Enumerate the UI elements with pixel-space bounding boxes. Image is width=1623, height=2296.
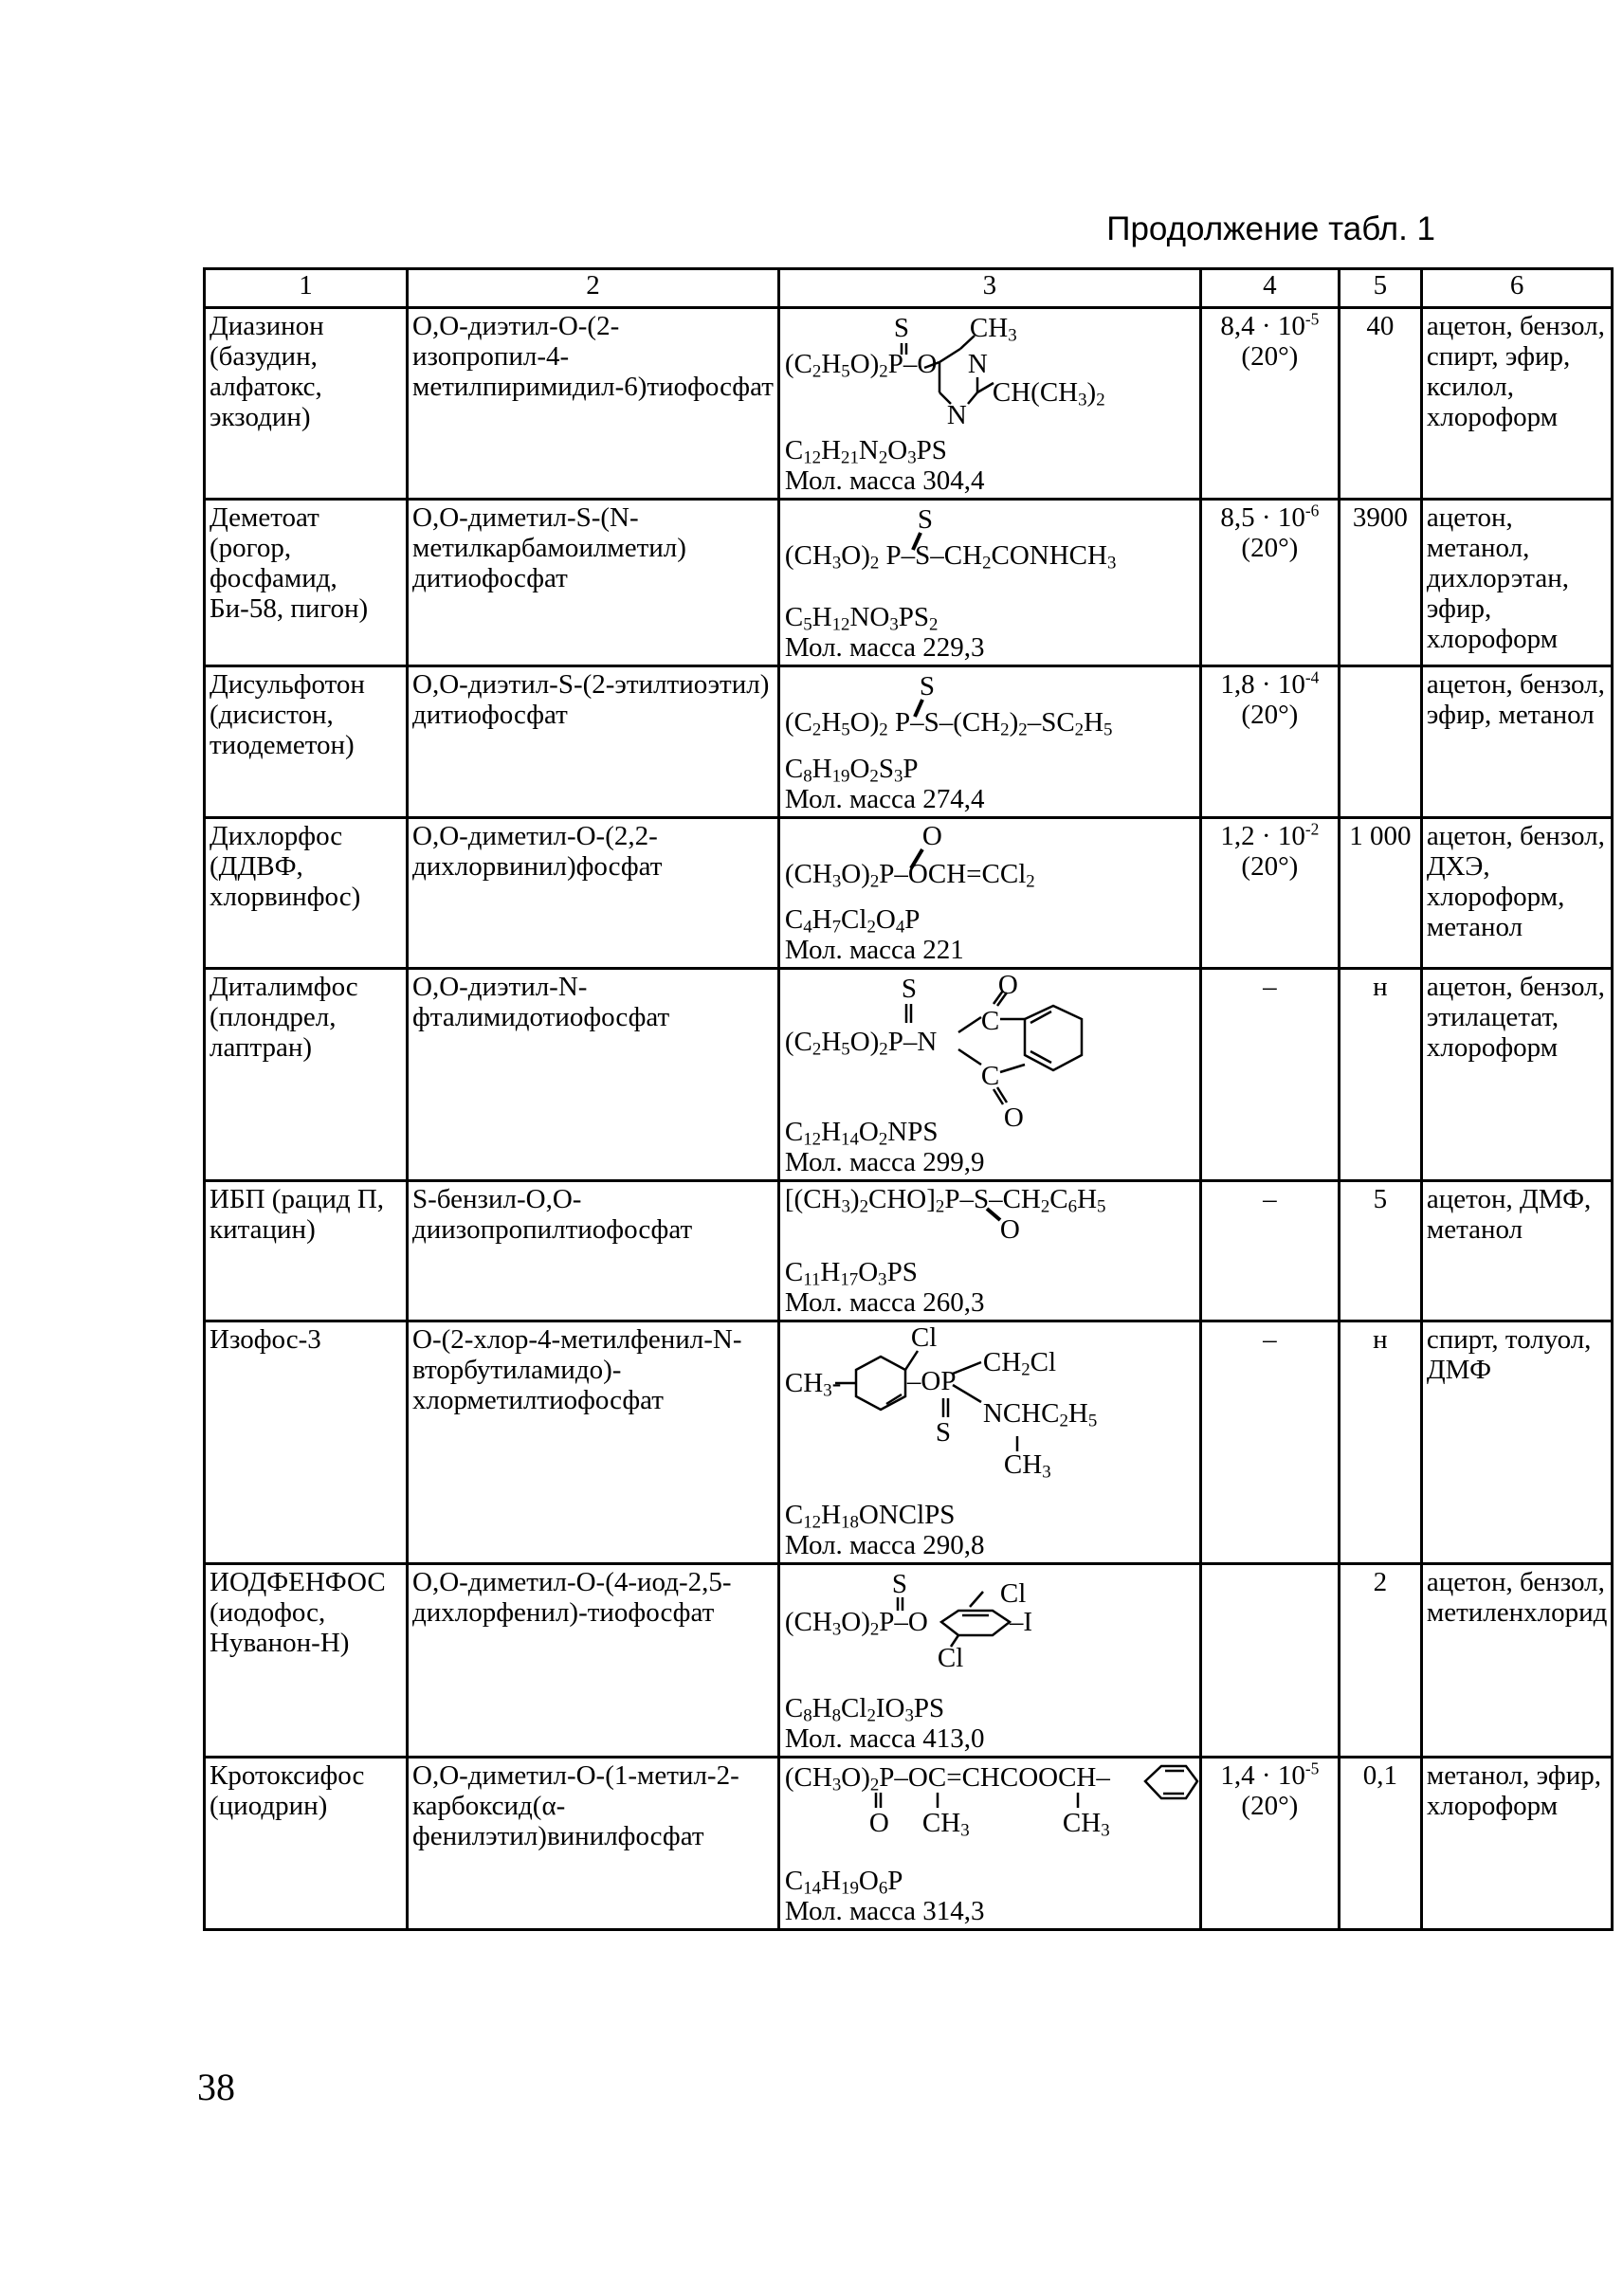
pesticide-table [203,267,1614,1931]
molecular-formula: $C_{12}H_{14}O_2NPS$ [784,1117,939,1150]
header-cell: 1 [205,269,408,308]
table-row [205,818,1613,969]
column-5-value: н [1339,1321,1421,1564]
oxygen-atom: O [1003,1102,1024,1133]
molecular-mass: Мол. масса 274,4 [784,784,985,814]
column-5-value: 5 [1339,1181,1421,1321]
column-5-value: 1 000 [1339,818,1421,969]
oxygen-atom: O [997,970,1018,1000]
isopropyl-group: $CH(CH_3)_2$ [992,377,1105,410]
vp-value: 1,8 · 10 [1220,669,1305,700]
table-row [205,500,1613,666]
solvents: ацетон, метанол, дихлорэтан, эфир, хлороформ [1421,500,1613,666]
vp-exponent: -4 [1304,667,1320,687]
methyl-group: $CH_3$ [969,313,1017,346]
molecular-mass: Мол. масса 413,0 [784,1723,985,1754]
sulfur-atom: S [917,504,934,535]
solvents: ацетон, бензол, метиленхлорид [1421,1564,1613,1758]
structure-main: $[(CH_3)_2CHO]_2P-S-CH_2C_6H_5$ [784,1184,1106,1217]
oxygen-atom: O [868,1808,889,1838]
structure-main: $(C_2H_5O)_2P-O$ [784,349,938,382]
structure-cell [778,1321,1200,1564]
carbon-atom: C [980,1006,1000,1036]
chlorine-atom: Cl [910,1322,938,1353]
compound-name: Деметоат (рогор, фосфамид, Би-58, пигон) [205,500,408,666]
header-cell: 4 [1200,269,1339,308]
structure-main: $(C_2H_5O)_2$ $P-S-(CH_2)_2-SC_2H_5$ [784,707,1113,740]
solvents: ацетон, бензол, этилацетат, хлороформ [1421,969,1613,1181]
compound-name: Диталимфос (плондрел, лаптран) [205,969,408,1181]
iodine-atom: –I [1009,1607,1033,1637]
structure-cell [778,1564,1200,1758]
structure-main: $(C_2H_5O)_2P-N$ [784,1027,938,1060]
vp-temperature: (20°) [1241,1791,1299,1821]
chemical-name: O-(2-хлор-4-метилфенил-N-вторбутиламидо)-хлорметилтиофосфат [408,1321,779,1564]
compound-name: ИОДФЕНФОС (иодофос, Нуванон-Н) [205,1564,408,1758]
vapor-pressure [1200,500,1339,666]
molecular-mass: Мол. масса 260,3 [784,1287,985,1318]
table-row [205,969,1613,1181]
molecular-formula: $C_4H_7Cl_2O_4P$ [784,904,921,938]
chemical-name: O,O-диэтил-S-(2-этилтиоэтил) дитиофосфат [408,666,779,818]
chemical-name: O,O-диметил-O-(2,2-дихлорвинил)фосфат [408,818,779,969]
structure-cell [778,818,1200,969]
oxygen-atom: O [999,1214,1020,1245]
vapor-pressure [1200,1321,1339,1564]
chemical-name: O,O-диметил-O-(4-иод-2,5-дихлорфенил)-тиофосфат [408,1564,779,1758]
chloromethyl-group: $CH_2Cl$ [982,1347,1057,1380]
vapor-pressure [1200,1758,1339,1930]
vp-temperature: (20°) [1241,341,1299,372]
vp-temperature: (20°) [1241,700,1299,730]
header-cell: 3 [778,269,1200,308]
compound-name: Дисульфотон (дисистон, тиодеметон) [205,666,408,818]
sulfur-atom: S [893,313,910,343]
structure-main: $(CH_3O)_2$ $P-S-CH_2CONHCH_3$ [784,540,1117,574]
molecular-formula: $C_{14}H_{19}O_6P$ [784,1866,903,1899]
compound-name: Дихлорфос (ДДВФ, хлорвинфос) [205,818,408,969]
structure-main: $(CH_3O)_2P-OCH=CCl_2$ [784,859,1035,892]
solvents: метанол, эфир, хлороформ [1421,1758,1613,1930]
vp-value: 1,4 · 10 [1220,1760,1305,1791]
sulfur-atom: S [901,974,918,1004]
molecular-formula: $C_{12}H_{21}N_2O_3PS$ [784,435,947,468]
molecular-formula: $C_{11}H_{17}O_3PS$ [784,1257,918,1290]
ester-link: –OP [906,1366,957,1396]
vapor-pressure [1200,308,1339,500]
vapor-pressure [1200,969,1339,1181]
molecular-mass: Мол. масса 314,3 [784,1896,985,1926]
chlorine-atom: Cl [999,1578,1027,1609]
table-row [205,1564,1613,1758]
solvents: ацетон, ДМФ, метанол [1421,1181,1613,1321]
vp-exponent: -5 [1304,309,1320,329]
nitrogen-atom: N [967,349,988,379]
vapor-pressure [1200,666,1339,818]
structure-cell [778,500,1200,666]
header-row [205,269,1613,308]
chemical-name: O,O-диметил-S-(N-метилкарбамоилметил) дитиофосфат [408,500,779,666]
nitrogen-atom: N [946,400,967,430]
sulfur-atom: S [919,671,936,702]
vp-value: 8,5 · 10 [1220,502,1305,533]
table-row [205,1181,1613,1321]
structure-cell [778,969,1200,1181]
chemical-name: O,O-диметил-O-(1-метил-2-карбоксид(α-фенилэтил)винилфосфат [408,1758,779,1930]
column-5-value: 40 [1339,308,1421,500]
chemical-name: O,O-диэтил-O-(2-изопропил-4-метилпиримидил-6)тиофосфат [408,308,779,500]
header-cell: 6 [1421,269,1613,308]
molecular-formula: $C_5H_{12}NO_3PS_2$ [784,602,939,635]
structure-cell [778,666,1200,818]
compound-name: Изофос-3 [205,1321,408,1564]
table-row [205,1321,1613,1564]
vp-temperature: (20°) [1241,533,1299,563]
column-5-value [1339,666,1421,818]
table-row [205,666,1613,818]
vp-value: 8,4 · 10 [1220,311,1305,341]
vp-exponent: -2 [1304,819,1320,839]
vp-value: 1,2 · 10 [1220,821,1305,851]
compound-name: Диазинон (базудин, алфатокс, экзодин) [205,308,408,500]
solvents: ацетон, бензол, эфир, метанол [1421,666,1613,818]
vapor-pressure [1200,1564,1339,1758]
vp-value: – [1263,1184,1277,1214]
compound-name: ИБП (рацид П, китацин) [205,1181,408,1321]
vapor-pressure [1200,1181,1339,1321]
molecular-mass: Мол. масса 229,3 [784,632,985,663]
molecular-formula: $C_8H_{19}O_2S_3P$ [784,754,919,787]
structure-cell [778,1181,1200,1321]
solvents: ацетон, бензол, ДХЭ, хлороформ, метанол [1421,818,1613,969]
chlorine-atom: Cl [937,1643,964,1673]
methyl-group: $CH_3$ [921,1808,970,1841]
vp-temperature: (20°) [1241,851,1299,882]
solvents: ацетон, бензол, спирт, эфир, ксилол, хлороформ [1421,308,1613,500]
vapor-pressure [1200,818,1339,969]
structure-main: $(CH_3O)_2P-OC=CHCOOCH-$ [784,1762,1110,1795]
methyl-group: $CH_3$ [1062,1808,1110,1841]
vp-exponent: -6 [1304,501,1320,520]
methyl-group: $CH_3$ [1003,1449,1051,1483]
vp-exponent: -5 [1304,1758,1320,1778]
methyl-group: $CH_3-$ [784,1368,842,1401]
page-number: 38 [197,2066,235,2108]
header-cell: 5 [1339,269,1421,308]
molecular-formula: $C_{12}H_{18}ONClPS$ [784,1500,956,1533]
table-row [205,308,1613,500]
sulfur-atom: S [891,1569,908,1599]
amino-group: $NCHC_2H_5$ [982,1398,1098,1431]
structure-cell [778,1758,1200,1930]
column-5-value: н [1339,969,1421,1181]
carbon-atom: C [980,1061,1000,1091]
molecular-formula: $C_8H_8Cl_2IO_3PS$ [784,1693,945,1726]
header-cell: 2 [408,269,779,308]
structure-main: $(CH_3O)_2P-O$ [784,1607,928,1640]
table-continuation-title: Продолжение табл. 1 [1106,210,1435,247]
compound-name: Кротоксифос (циодрин) [205,1758,408,1930]
table-row [205,1758,1613,1930]
column-5-value: 2 [1339,1564,1421,1758]
column-5-value: 3900 [1339,500,1421,666]
vp-value: – [1263,972,1277,1002]
chemical-name: S-бензил-O,O-диизопропилтиофосфат [408,1181,779,1321]
chemical-name: O,O-диэтил-N-фталимидотиофосфат [408,969,779,1181]
oxygen-atom: O [921,821,942,851]
structure-cell [778,308,1200,500]
column-5-value: 0,1 [1339,1758,1421,1930]
molecular-mass: Мол. масса 299,9 [784,1147,985,1177]
molecular-mass: Мол. масса 221 [784,935,964,965]
vp-value: – [1263,1324,1277,1355]
sulfur-atom: S [935,1417,952,1448]
solvents: спирт, толуол, ДМФ [1421,1321,1613,1564]
molecular-mass: Мол. масса 304,4 [784,465,985,496]
molecular-mass: Мол. масса 290,8 [784,1530,985,1560]
